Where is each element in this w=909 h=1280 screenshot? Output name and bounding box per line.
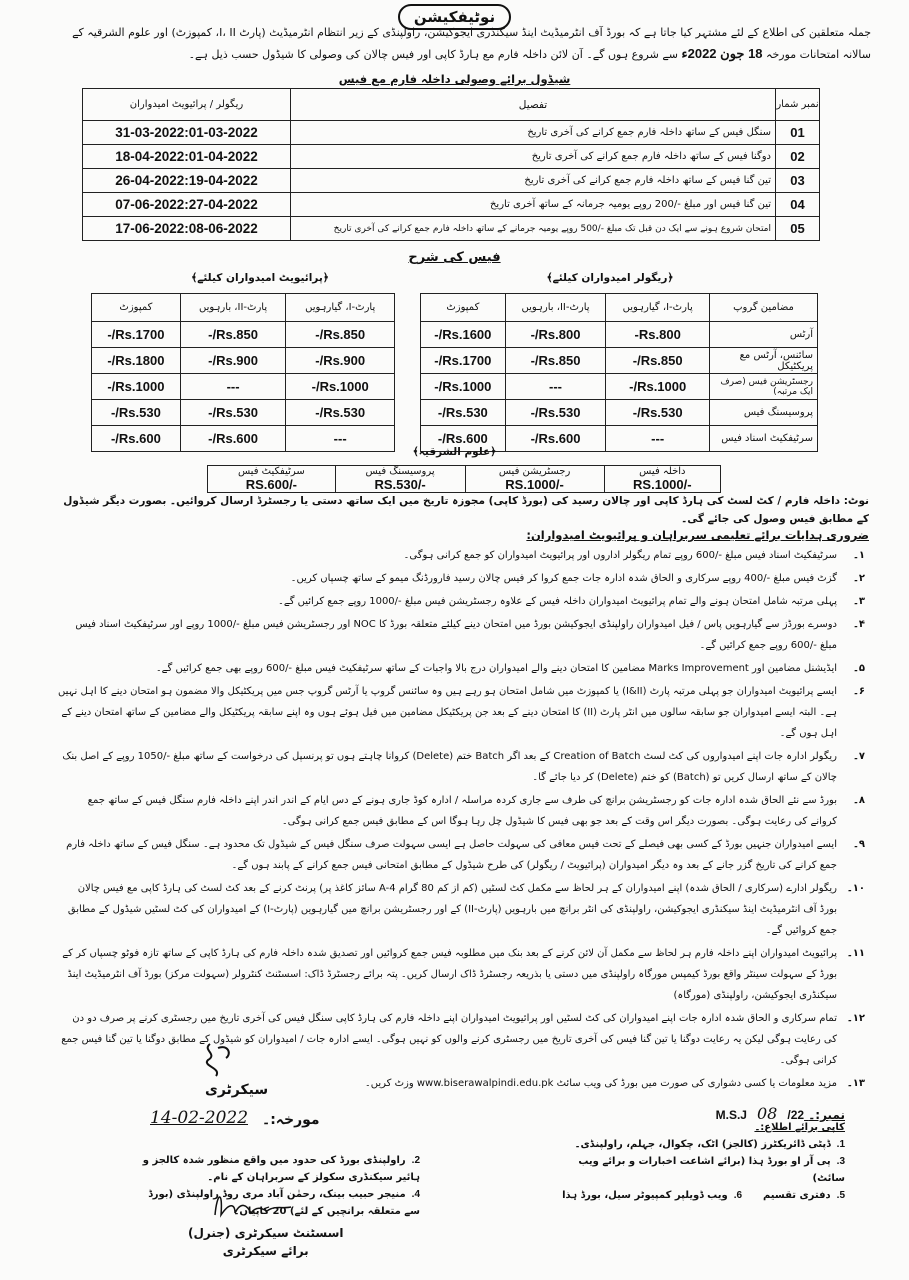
list-item: 2.راولپنڈی بورڈ کی حدود میں واقع منظور شدہ کالجز و ہائیر سیکنڈری سکولز کے سربراہان کے نام۔ xyxy=(142,1155,420,1183)
list-item: ۱۰۔ ریگولر ادارے (سرکاری / الحاق شدہ) اپنے امیدواران کے ہر لحاظ سے مکمل کٹ لسٹیں (کم از کم 80 گرام A-4 سائز کاغذ پر) پرنٹ کرنے کے بعد کٹ لسٹ کی ہارڈ کاپی مع فیس چالان بورڈ آف انٹرمیڈیٹ اینڈ سیکنڈری ایجوکیشن، راولپنڈی کی انٹر برانچ میں بارہویں (پارٹ-II) کے اور رجسٹریشن برانچ میں گیارہویں (پارٹ-I) کے امیدواران کی کٹ لسٹیں شیڈول کے مطابق جمع کروائیں گے۔ xyxy=(67,883,865,936)
serial-cell: 01 xyxy=(776,121,820,145)
table-row: --- Rs.600/- Rs.600/- xyxy=(92,426,395,452)
dates-cell: 17-06-2022:08-06-2022 xyxy=(83,217,291,241)
col-composite: کمپوزٹ xyxy=(421,294,506,322)
table-row: Rs.530/- Rs.530/- Rs.530/- xyxy=(92,400,395,426)
assistant-secretary-signature-icon xyxy=(205,1185,295,1225)
regular-fees-table xyxy=(420,293,818,452)
list-item: 5.دفتری تقسیم 6.ویب ڈویلپر کمپیوٹر سیل، بورڈ ہذا xyxy=(562,1190,845,1201)
notification-title: نوٹیفکیشن xyxy=(398,4,511,30)
description-cell: تین گنا فیس اور مبلغ -/200 روپے یومیہ جرمانہ کے ساتھ آخری تاریخ xyxy=(291,193,776,217)
list-item: ۶۔ ایسے پرائیویٹ امیدواران جو پہلی مرتبہ پارٹ (I&II) یا کمپوزٹ میں شامل امتحان ہو رہے ہیں وہ سائنس گروپ یا آرٹس گروپ جس میں پریکٹیکل والا مضمون ہو امتحان دینے کا اہل نہیں ہے۔ البتہ ایسے امیدواران جو سابقہ سالوں میں انٹر پارٹ (II) کا امتحان دینے کے بعد جن پریکٹیکل مضامین میں فیل ہوئے ہوں وہ اپنے سابقہ پریکٹیکل والے مضامین کے ساتھ امتحان دینے کے اہل ہوں گے۔ xyxy=(58,686,865,739)
private-fees-table xyxy=(91,293,395,452)
list-item: ۵۔ ایڈیشنل مضامین اور Marks Improvement مضامین کا امتحان دینے والے امیدواران درج بالا واجبات کے ساتھ سرٹیفکیٹ فیس مبلغ -/600 روپے بھی جمع کرائیں گے۔ xyxy=(155,663,865,674)
secretary-title: سیکرٹری xyxy=(205,1082,269,1098)
intro-line-2: سالانہ امتحانات مورخہ 18 جون 2022ء سے شروع ہوں گے۔ آن لائن داخلہ فارم مع ہارڈ کاپی اور فیس چالان کی وصولی کا شیڈول حسب ذیل ہے۔ xyxy=(188,46,871,61)
regular-header-row xyxy=(421,294,818,322)
table-row: سرٹیفکیٹ اسناد فیس --- Rs.600/- Rs.600/- xyxy=(421,426,818,452)
oriental-heading: ﴿علوم الشرقیہ﴾ xyxy=(412,446,497,458)
dates-cell: 18-04-2022:01-04-2022 xyxy=(83,145,291,169)
description-cell: امتحان شروع ہونے سے ایک دن قبل تک مبلغ -/500 روپے یومیہ جرمانے کے ساتھ داخلہ فارم جمع کرانے کی آخری تاریخ xyxy=(291,217,776,241)
exam-start-date: 18 جون 2022ء xyxy=(681,46,763,61)
dates-cell: 07-06-2022:27-04-2022 xyxy=(83,193,291,217)
col-dates: ریگولر / پرائیویٹ امیدواران xyxy=(83,89,291,121)
list-item: 3.پی آر او بورڈ ہذا (برائے اشاعت اخبارات و برائے ویب سائٹ) xyxy=(578,1156,845,1184)
col-part2: پارٹ-II، بارہویں xyxy=(180,294,286,322)
schedule-table xyxy=(82,88,820,241)
private-fees-heading: ﴿پرائیویٹ امیدواران کیلئے﴾ xyxy=(191,272,329,284)
col-description: تفصیل xyxy=(291,89,776,121)
table-row: Rs.900/- Rs.900/- Rs.1800/- xyxy=(92,348,395,374)
oriental-cell: داخلہ فیس RS.1000/- xyxy=(604,466,720,493)
table-row xyxy=(83,121,820,145)
private-header-row xyxy=(92,294,395,322)
note: نوٹ: داخلہ فارم / کٹ لسٹ کی ہارڈ کاپی اور چالان رسید کی (بورڈ کاپی) مجوزہ تاریخ میں ایک ساتھ دستی یا رجسٹرڈ ارسال کروائیں۔ بصورت دیگر شیڈول کے مطابق فیس وصول کی جائے گی۔ xyxy=(63,495,869,525)
list-item: ۹۔ ایسے امیدواران جنہیں بورڈ کے کسی بھی فیصلے کے تحت فیس معافی کی سہولت حاصل ہے ایسی سہولت صرف سنگل فیس کے شیڈول تک محدود ہے۔ سنگل فیس کے ساتھ داخلہ فارم جمع کرانے کی تاریخ گزر جانے کے بعد وہ دیگر امیدواران (پرائیویٹ / ریگولر) کی طرح شیڈول کے مطابق امتحانی فیس جمع کرانے کے پابند ہوں گے۔ xyxy=(66,839,865,871)
dated-value: 14-02-2022 xyxy=(150,1108,249,1128)
table-row xyxy=(83,217,820,241)
table-row xyxy=(83,145,820,169)
assistant-secretary-title: اسسٹنٹ سیکرٹری (جنرل) xyxy=(188,1226,344,1240)
list-item: 4.منیجر حبیب بینک، رحمٰن آباد مری روڈ راولپنڈی (بورڈ سے متعلقہ برانچیں کے لئے) 20 کاپیاں۔ xyxy=(148,1189,420,1217)
table-row: رجسٹریشن فیس (صرف ایک مرتبہ) Rs.1000/- --- Rs.1000/- xyxy=(421,374,818,400)
schedule-heading: شیڈول برائے وصولی داخلہ فارم مع فیس xyxy=(338,72,571,86)
table-row: سائنس، آرٹس مع پریکٹیکل Rs.850/- Rs.850/- Rs.1700/- xyxy=(421,348,818,374)
dates-cell: 26-04-2022:19-04-2022 xyxy=(83,169,291,193)
description-cell: دوگنا فیس کے ساتھ داخلہ فارم جمع کرانے کی آخری تاریخ xyxy=(291,145,776,169)
fees-heading: فیس کی شرح xyxy=(408,250,501,265)
list-item: ۸۔ بورڈ سے نئے الحاق شدہ ادارہ جات کو رجسٹریشن برانچ کی طرف سے جاری کردہ مراسلہ / ادارہ کوڈ جاری ہونے کے دس ایام کے اندر اندر اپنے داخلہ فارم سنگل فیس کے ساتھ جمع کروانے کی رعایت ہوگی۔ بصورت دیگر اس وقت کے بعد جو بھی فیس کا شیڈول چل رہا ہوگا اس کے مطابق فیس جمع کرانی ہوگی۔ xyxy=(87,795,865,827)
list-item: ۱۳۔ مزید معلومات یا کسی دشواری کی صورت میں بورڈ کی ویب سائٹ www.biserawalpindi.edu.pk وزٹ کریں۔ xyxy=(364,1078,865,1089)
col-serial: نمبر شمار xyxy=(776,89,820,121)
list-item: ۳۔ پہلی مرتبہ شامل امتحان ہونے والے تمام پرائیویٹ امیدواران داخلہ فیس کے علاوہ رجسٹریشن فیس مبلغ -/1000 روپے جمع کرائیں گے۔ xyxy=(277,596,865,607)
col-part1: پارٹ-I، گیارہویں xyxy=(286,294,395,322)
serial-cell: 02 xyxy=(776,145,820,169)
regular-fees-heading: ﴿ریگولر امیدواران کیلئے﴾ xyxy=(546,272,674,284)
list-item: ۲۔ گزٹ فیس مبلغ -/400 روپے سرکاری و الحاق شدہ ادارہ جات جمع کروا کر فیس چالان رسید فارورڈنگ میمو کے ساتھ چسپاں کریں۔ xyxy=(290,573,865,584)
dates-cell: 31-03-2022:01-03-2022 xyxy=(83,121,291,145)
description-cell: تین گنا فیس کے ساتھ داخلہ فارم جمع کرانے کی آخری تاریخ xyxy=(291,169,776,193)
table-row: پروسیسنگ فیس Rs.530/- Rs.530/- Rs.530/- xyxy=(421,400,818,426)
col-subject-group: مضامین گروپ xyxy=(710,294,818,322)
table-row xyxy=(208,466,721,493)
table-row: آرٹس Rs.800- Rs.800/- Rs.1600/- xyxy=(421,322,818,348)
col-part2: پارٹ-II، بارہویں xyxy=(505,294,606,322)
oriental-fees-table xyxy=(207,465,721,493)
table-row: Rs.850/- Rs.850/- Rs.1700/- xyxy=(92,322,395,348)
instructions-heading: ضروری ہدایات برائے تعلیمی سربراہان و پرائیویٹ امیدواران: xyxy=(526,528,869,542)
list-item: ۱۔ سرٹیفکیٹ اسناد فیس مبلغ -/600 روپے تمام ریگولر اداروں اور پرائیویٹ امیدواران کو جمع کرانی ہوگی۔ xyxy=(403,550,865,561)
table-row xyxy=(83,193,820,217)
schedule-header-row xyxy=(83,89,820,121)
oriental-cell: سرٹیفکیٹ فیس RS.600/- xyxy=(208,466,336,493)
description-cell: سنگل فیس کے ساتھ داخلہ فارم جمع کرانے کی آخری تاریخ xyxy=(291,121,776,145)
assistant-secretary-block xyxy=(188,1224,343,1260)
list-item: ۱۱۔ پرائیویٹ امیدواران اپنے داخلہ فارم ہر لحاظ سے مکمل آن لائن کرنے کے بعد بنک میں مطلوبہ فیس جمع کروائیں اور تصدیق شدہ داخلہ فارم کی ہارڈ کاپی کے ساتھ تازہ فوٹو چسپاں کر کے بورڈ کے سہولت سینٹر واقع بورڈ کیمپس مورگاہ راولپنڈی میں دستی یا بذریعہ رجسٹرڈ ڈاک ارسال کریں۔ پتہ برائے رجسٹرڈ ڈاک: اسسٹنٹ کنٹرولر (سہولت مرکز) بورڈ آف انٹرمیڈیٹ اینڈ سیکنڈری ایجوکیشن، راولپنڈی (مورگاہ) xyxy=(62,948,865,1001)
list-item: ۴۔ دوسرے بورڈز سے گیارہویں پاس / فیل امیدواران راولپنڈی ایجوکیشن بورڈ میں امتحان دینے کیلئے متعلقہ بورڈ کا NOC اور رجسٹریشن فیس مبلغ -/1000 روپے اور سرٹیفکیٹ اسناد فیس مبلغ -/600 روپے جمع کرائیں گے۔ xyxy=(75,619,865,651)
copy-heading: کاپی برائے اطلاع:۔ xyxy=(754,1122,845,1133)
list-item: ۷۔ ریگولر ادارہ جات اپنے امیدواروں کی کٹ لسٹ Creation of Batch کے بعد اگر Batch ختم (Delete) کروانا چاہتے ہوں تو پرنسپل کی درخواست کے ساتھ مبلغ -/1050 روپے کے اصل بنک چالان کے ساتھ ارسال کریں تو (Batch) کو ختم (Delete) کر دیا جائے گا۔ xyxy=(62,751,865,783)
list-item: 1.ڈپٹی ڈائریکٹرز (کالجز) اٹک، چکوال، جہلم، راولپنڈی۔ xyxy=(574,1139,845,1150)
oriental-cell: پروسیسنگ فیس RS.530/- xyxy=(335,466,465,493)
serial-cell: 03 xyxy=(776,169,820,193)
reference-number: نمبر:۔ M.S.J 08 /22 xyxy=(715,1104,845,1123)
serial-cell: 05 xyxy=(776,217,820,241)
table-row xyxy=(83,169,820,193)
secretary-signature-icon xyxy=(198,1040,238,1080)
instructions-list xyxy=(58,545,865,1096)
intro-line-1: جملہ متعلقین کی اطلاع کے لئے مشتہر کیا جاتا ہے کہ بورڈ آف انٹرمیڈیٹ اینڈ سیکنڈری ایجوکیشن، راولپنڈی کے زیر انتظام انٹرمیڈیٹ (پارٹ I، II، کمپوزٹ) اور علوم الشرقیہ کے xyxy=(72,26,871,39)
assistant-secretary-for: برائے سیکرٹری xyxy=(222,1244,309,1258)
serial-cell: 04 xyxy=(776,193,820,217)
oriental-cell: رجسٹریشن فیس RS.1000/- xyxy=(465,466,604,493)
table-row: Rs.1000/- --- Rs.1000/- xyxy=(92,374,395,400)
copy-list-right xyxy=(545,1136,845,1204)
col-composite: کمپوزٹ xyxy=(92,294,181,322)
col-part1: پارٹ-I، گیارہویں xyxy=(606,294,710,322)
dated-label: مورخہ:۔ xyxy=(262,1112,320,1128)
intro-paragraph xyxy=(40,22,871,65)
list-item: ۱۲۔ تمام سرکاری و الحاق شدہ ادارہ جات اپنے امیدواران کی کٹ لسٹیں اور پرائیویٹ امیدواران اپنے داخلہ فارم کی ہارڈ کاپی سنگل فیس کی آخری تاریخ میں رجسٹری کرنے پر صرف دو دن کی رعایت ہوگی لیکن یہ رعایت دوگنا یا تین گنا فیس کی آخری تاریخ میں رجسٹری کرنے والوں کو نہیں ہوگی۔ ایسے ادارہ جات / امیدواران کو شیڈول کے مطابق دوگنا یا تین گنا فیس جمع کرانی ہوگی۔ xyxy=(61,1013,865,1066)
